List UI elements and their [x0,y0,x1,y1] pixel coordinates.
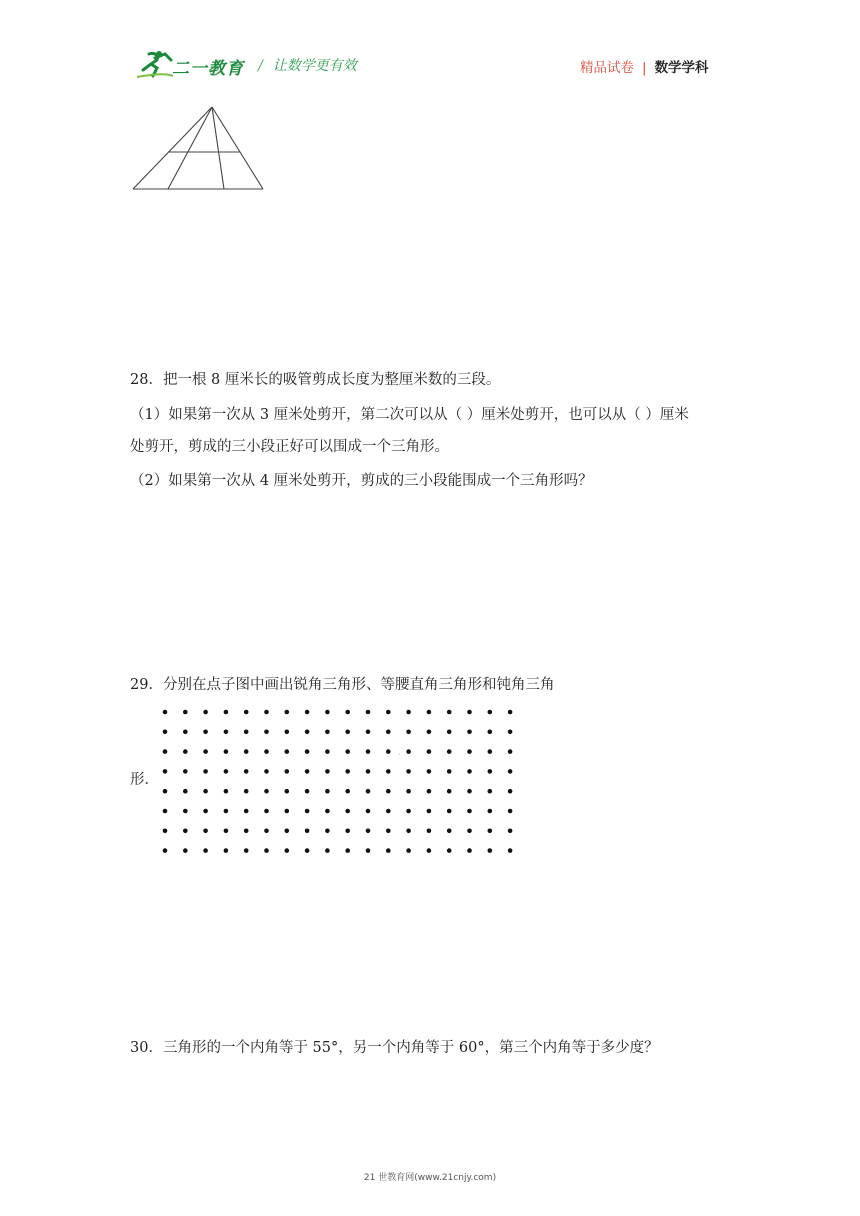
slogan-text: 让数学更有效 [272,58,357,74]
grid-dot [406,710,411,715]
header-right [580,56,709,76]
grid-dot [508,809,513,814]
grid-dot [345,749,350,754]
q28-part2: （2）如果第一次从 4 厘米处剪开，剪成的三小段能围成一个三角形吗？ [130,473,593,489]
grid-dot [345,809,350,814]
grid-dot [183,789,188,794]
grid-dot [244,749,249,754]
grid-dot [467,730,472,735]
grid-dot [244,769,249,774]
grid-dot [285,749,290,754]
grid-dot [163,789,168,794]
grid-dot [224,710,229,715]
grid-dot [163,730,168,735]
grid-dot [244,789,249,794]
grid-dot [264,769,269,774]
grid-dot [366,710,371,715]
grid-dot [488,710,493,715]
grid-dot [183,809,188,814]
grid-dot [447,710,452,715]
grid-dot [427,730,432,735]
grid-dot [467,769,472,774]
grid-dot [427,829,432,834]
grid-dot [447,829,452,834]
grid-dot [203,749,208,754]
grid-dot [224,769,229,774]
grid-dot [183,769,188,774]
grid-dot [183,829,188,834]
grid-dot [305,789,310,794]
grid-dot [325,848,330,853]
grid-dot [285,829,290,834]
grid-dot [467,809,472,814]
grid-dot [285,789,290,794]
grid-dot [264,789,269,794]
grid-dot [386,730,391,735]
grid-dot [285,848,290,853]
grid-dot [264,710,269,715]
grid-dot [163,710,168,715]
grid-dot [345,789,350,794]
grid-dot [488,848,493,853]
grid-dot [447,789,452,794]
slogan: / 让数学更有效 [258,58,357,74]
grid-dot [467,848,472,853]
faint-mark: · [398,750,401,759]
grid-dot [305,848,310,853]
triangle-figure [130,104,270,194]
grid-dot [488,769,493,774]
grid-dot [224,789,229,794]
grid-dot [406,848,411,853]
grid-dot [224,809,229,814]
grid-dot [264,749,269,754]
grid-dot [406,809,411,814]
grid-dot [366,789,371,794]
grid-dot [386,829,391,834]
grid-dot [447,848,452,853]
grid-dot [183,749,188,754]
grid-dot [386,710,391,715]
grid-dot [305,710,310,715]
grid-dot [325,769,330,774]
grid-dot [224,730,229,735]
grid-dot [244,809,249,814]
grid-dot [325,749,330,754]
grid-dot [244,829,249,834]
grid-dot [488,789,493,794]
grid-dot [163,848,168,853]
grid-dot [305,829,310,834]
grid-dot [203,789,208,794]
grid-dot [508,848,513,853]
grid-dot [203,829,208,834]
grid-dot [427,749,432,754]
grid-dot [467,829,472,834]
grid-dot [224,829,229,834]
grid-dot [345,730,350,735]
grid-dot [325,829,330,834]
grid-dot [488,749,493,754]
logo-text: 二一教育 [172,59,244,79]
grid-dot [366,848,371,853]
grid-dot [305,769,310,774]
page-header [0,0,860,90]
subject-label: 数学学科 [654,60,709,76]
grid-dot [508,769,513,774]
grid-dot [203,730,208,735]
grid-dot [183,848,188,853]
grid-dot [406,829,411,834]
grid-dot [264,809,269,814]
grid-dot [224,749,229,754]
grid-dot [264,730,269,735]
q28-stem: 28．把一根 8 厘米长的吸管剪成长度为整厘米数的三段。 [130,372,501,388]
grid-dot [285,769,290,774]
footer-text: 21 世教育网(www.21cnjy.com) [363,1173,497,1183]
grid-dot [508,730,513,735]
grid-dot [406,749,411,754]
q30-stem: 30．三角形的一个内角等于 55°，另一个内角等于 60°，第三个内角等于多少度？ [130,1040,659,1056]
header-separator: | [642,60,647,76]
grid-dot [508,710,513,715]
grid-dot [366,809,371,814]
dot-grid [160,702,525,862]
grid-dot [345,848,350,853]
grid-dot [163,809,168,814]
grid-dot [203,710,208,715]
grid-dot [163,769,168,774]
grid-dot [508,829,513,834]
grid-dot [366,749,371,754]
quality-label: 精品试卷 [580,60,634,76]
grid-dot [406,769,411,774]
grid-dot [386,789,391,794]
grid-dot [264,829,269,834]
grid-dot [406,730,411,735]
grid-dot [447,769,452,774]
grid-dot [325,789,330,794]
grid-dot [447,749,452,754]
grid-dot [345,829,350,834]
grid-dot [427,809,432,814]
grid-dot [488,809,493,814]
grid-dot [386,749,391,754]
grid-dot [366,829,371,834]
grid-dot [467,749,472,754]
grid-dot [285,710,290,715]
grid-dot [467,710,472,715]
q29-stem: 29．分别在点子图中画出锐角三角形、等腰直角三角形和钝角三角 [130,677,555,693]
grid-dot [224,848,229,853]
q29-tail: 形． [130,772,159,788]
grid-dot [325,809,330,814]
grid-dot [427,769,432,774]
grid-dot [305,809,310,814]
q28-part1-line1: （1）如果第一次从 3 厘米处剪开，第二次可以从（ ）厘米处剪开，也可以从（ ）厘米 [130,407,689,423]
grid-dot [345,769,350,774]
grid-dot [386,769,391,774]
grid-dot [203,809,208,814]
grid-dot [366,730,371,735]
grid-dot [244,848,249,853]
grid-dot [285,730,290,735]
grid-dot [447,809,452,814]
grid-dot [508,749,513,754]
grid-dot [183,730,188,735]
grid-dot [305,749,310,754]
grid-dot [427,710,432,715]
grid-dot [386,809,391,814]
grid-dot [345,710,350,715]
grid-dot [285,809,290,814]
grid-dot [447,730,452,735]
grid-dot [467,789,472,794]
grid-dot [264,848,269,853]
grid-dot [386,848,391,853]
grid-dot [163,749,168,754]
grid-dot [427,789,432,794]
grid-dot [488,730,493,735]
grid-dot [163,829,168,834]
grid-dot [325,710,330,715]
grid-dot [325,730,330,735]
grid-dot [305,730,310,735]
grid-dot [203,769,208,774]
grid-dot [488,829,493,834]
q28-part1-line2: 处剪开，剪成的三小段正好可以围成一个三角形。 [130,439,449,455]
grid-dot [427,848,432,853]
grid-dot [406,789,411,794]
grid-dot [366,769,371,774]
grid-dot [508,789,513,794]
grid-dot [183,710,188,715]
grid-dot [244,710,249,715]
grid-dot [244,730,249,735]
grid-dot [203,848,208,853]
